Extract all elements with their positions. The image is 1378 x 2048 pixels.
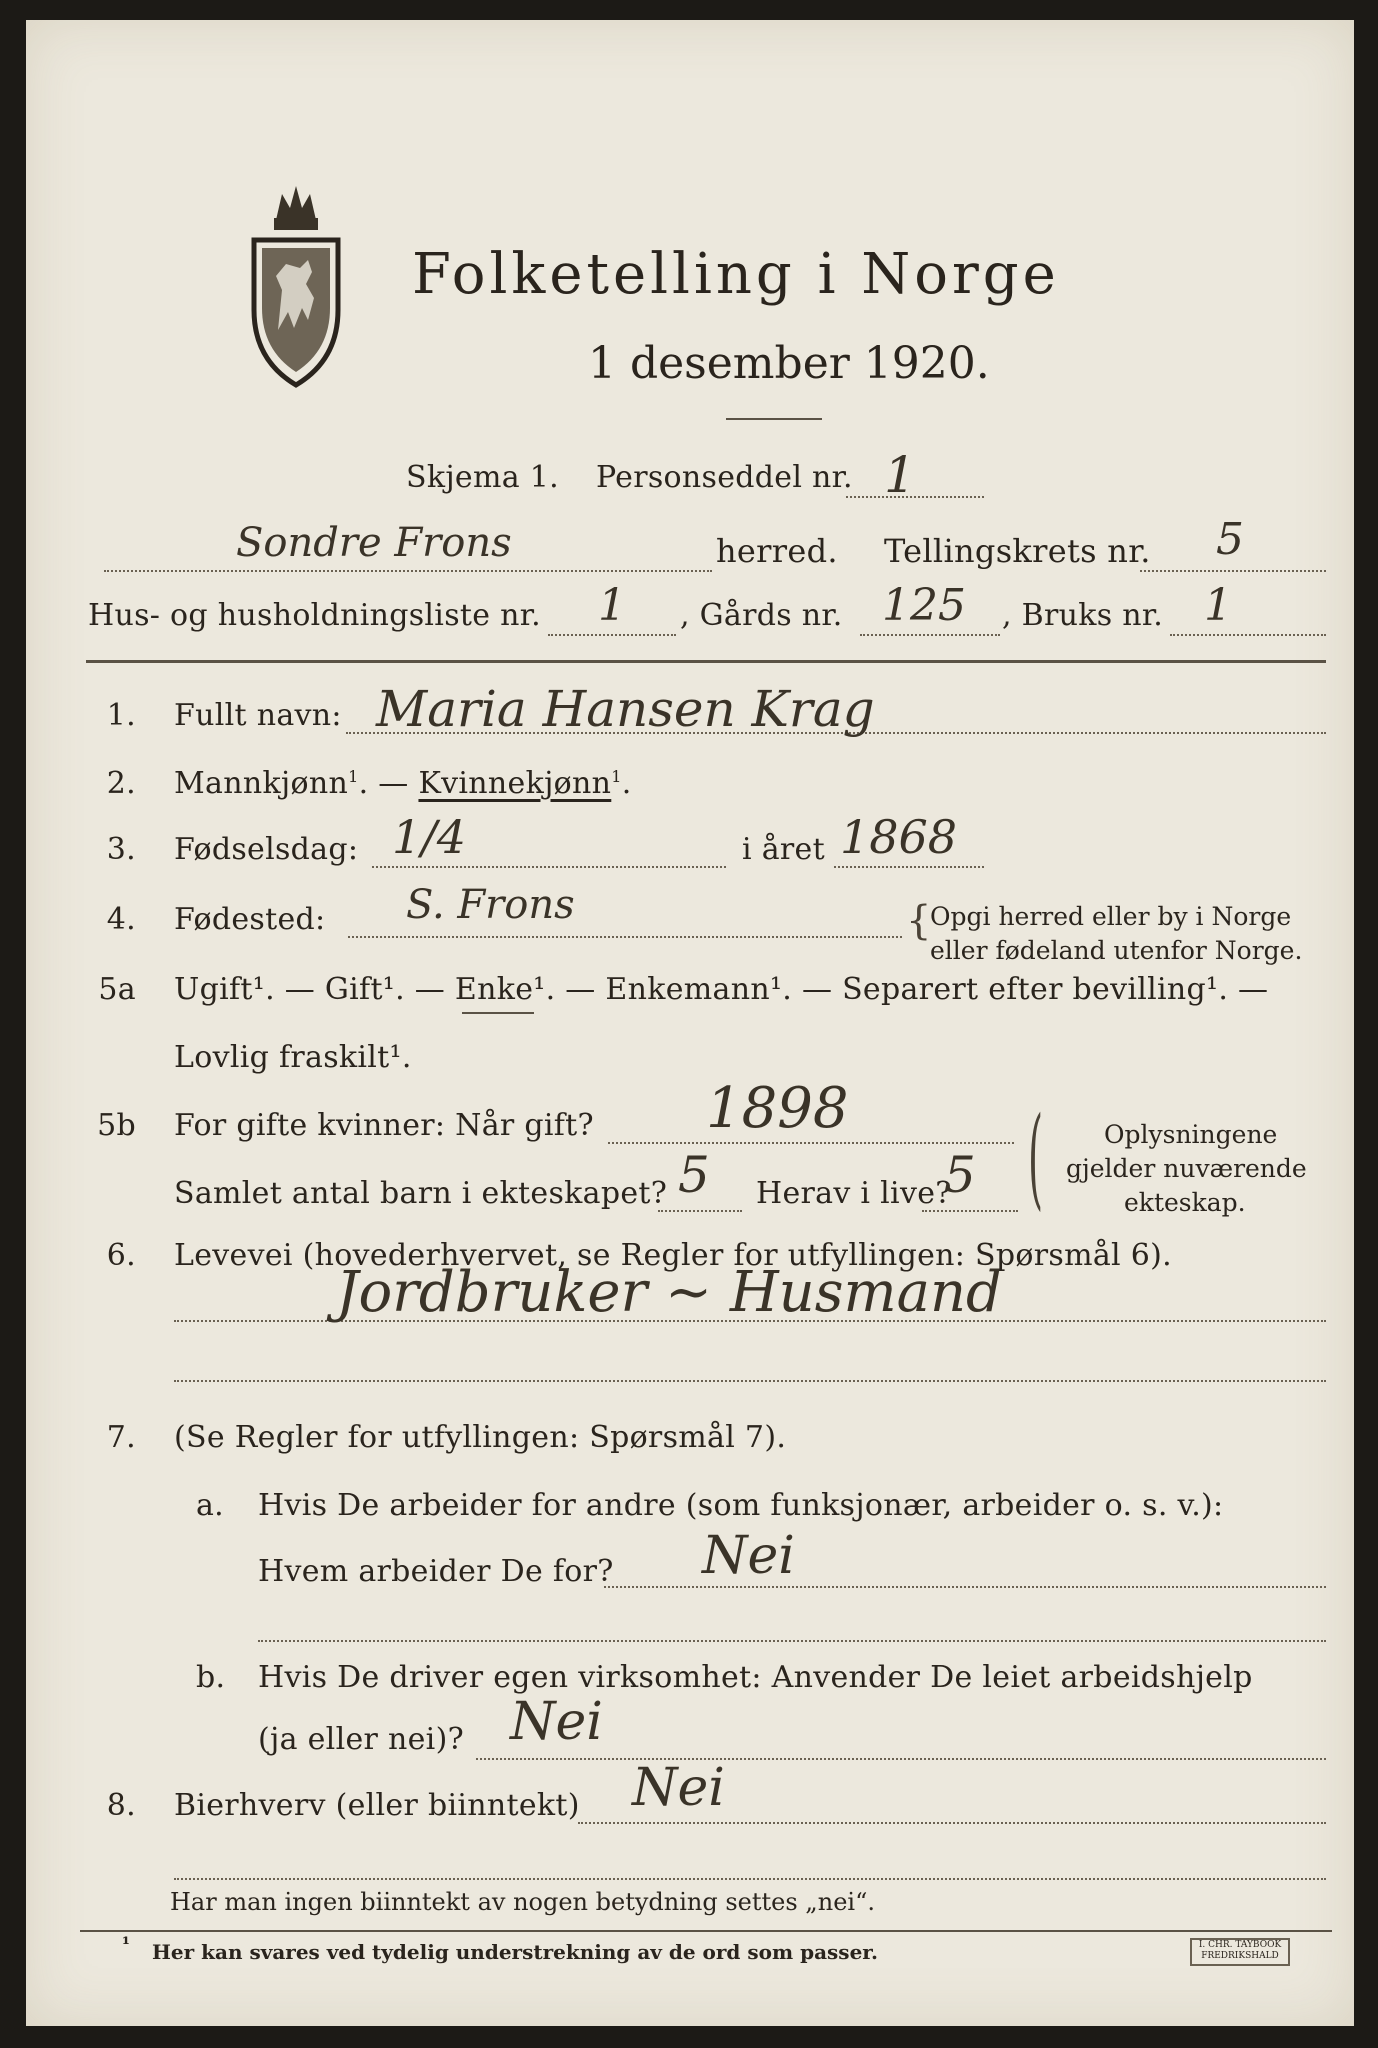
q5b-label2: Samlet antal barn i ekteskapet? <box>174 1176 668 1211</box>
gards-line <box>860 634 1000 636</box>
gards-label: , Gårds nr. <box>680 598 843 633</box>
q3-year-line <box>834 866 984 868</box>
q3-year-label: i året <box>742 832 825 867</box>
q1-label: Fullt navn: <box>174 698 342 733</box>
hus-label: Hus- og husholdningsliste nr. <box>88 598 541 633</box>
tellingskrets-line <box>1140 570 1326 572</box>
personseddel-value[interactable]: 1 <box>884 446 916 504</box>
q5b-note3: ekteskap. <box>1124 1188 1246 1217</box>
q5b-line3 <box>922 1210 1018 1212</box>
q7a-employer-value[interactable]: Nei <box>702 1526 795 1586</box>
q4-note-line1: Opgi herred eller by i Norge <box>930 902 1292 931</box>
footer-note: Har man ingen biinntekt av nogen betydning settes „nei“. <box>170 1888 875 1916</box>
q5b-line2 <box>658 1210 742 1212</box>
q4-line <box>348 936 902 938</box>
personseddel-label: Personseddel nr. <box>596 460 853 495</box>
q7b-line2: (ja eller nei)? <box>258 1722 464 1757</box>
herred-label: herred. <box>716 532 838 570</box>
q7a-line2: Hvem arbeider De for? <box>258 1554 614 1589</box>
form-title: Folketelling i Norge <box>412 242 1060 307</box>
q6-occupation-value[interactable]: Jordbruker ~ Husmand <box>336 1260 1002 1325</box>
gards-value[interactable]: 125 <box>882 580 966 631</box>
q6-number: 6. <box>106 1238 136 1273</box>
q4-brace: { <box>906 898 932 944</box>
q1-number: 1. <box>106 698 136 733</box>
q3-year-value[interactable]: 1868 <box>840 810 958 864</box>
q5a-number: 5a <box>98 972 136 1007</box>
census-form-paper <box>26 20 1354 2026</box>
hus-value[interactable]: 1 <box>598 580 626 631</box>
q7b-help-value[interactable]: Nei <box>510 1692 603 1752</box>
q6-line2 <box>174 1380 1326 1382</box>
tellingskrets-label: Tellingskrets nr. <box>884 532 1151 570</box>
q7-label: (Se Regler for utfyllingen: Spørsmål 7). <box>174 1420 787 1455</box>
bruks-value[interactable]: 1 <box>1204 580 1232 631</box>
q7a-line <box>604 1586 1326 1588</box>
q2-gender-options: Mannkjønn$^1$. — Kvinnekjønn$^1$. <box>174 766 632 801</box>
footnote-marker: ¹ <box>122 1934 130 1955</box>
q5b-label3: Herav i live? <box>756 1176 952 1211</box>
footer-divider <box>80 1930 1332 1932</box>
q7b-letter: b. <box>196 1660 226 1695</box>
q5b-line1 <box>608 1142 1014 1144</box>
q3-birthday-value[interactable]: 1/4 <box>392 810 467 864</box>
q5b-children-value[interactable]: 5 <box>678 1146 710 1204</box>
q7b-line <box>476 1758 1326 1760</box>
q5b-label1: For gifte kvinner: Når gift? <box>174 1108 594 1143</box>
q3-line <box>372 866 726 868</box>
q5a-options-line2[interactable]: Lovlig fraskilt¹. <box>174 1040 412 1075</box>
q8-label: Bierhverv (eller biinntekt) <box>174 1788 580 1823</box>
hus-line <box>548 634 676 636</box>
q2-male[interactable]: Mannkjønn <box>174 766 349 801</box>
q7a-letter: a. <box>196 1488 225 1523</box>
q7a-line-extra <box>258 1640 1326 1642</box>
q6-label: Levevei (hovederhvervet, se Regler for utfyllingen: Spørsmål 6). <box>174 1238 1172 1273</box>
q4-number: 4. <box>106 902 136 937</box>
q5b-note2: gjelder nuværende <box>1066 1154 1307 1183</box>
herred-line <box>104 570 712 572</box>
q7b-line1: Hvis De driver egen virksomhet: Anvender De leiet arbeidshjelp <box>258 1660 1253 1695</box>
q5a-enke-underline <box>462 1012 534 1014</box>
q8-side-income-value[interactable]: Nei <box>632 1758 725 1818</box>
tellingskrets-value[interactable]: 5 <box>1216 514 1244 565</box>
q5b-note1: Oplysningene <box>1104 1120 1278 1149</box>
q8-number: 8. <box>106 1788 136 1823</box>
q7-number: 7. <box>106 1420 136 1455</box>
title-divider <box>726 418 822 420</box>
coat-of-arms-icon <box>248 180 344 390</box>
q4-birthplace-value[interactable]: S. Frons <box>406 882 575 928</box>
q4-label: Fødested: <box>174 902 326 937</box>
q1-full-name-value[interactable]: Maria Hansen Krag <box>376 680 875 738</box>
q4-note-line2: eller fødeland utenfor Norge. <box>930 936 1303 965</box>
q2-female[interactable]: Kvinnekjønn <box>418 766 612 801</box>
q5a-options[interactable]: Ugift¹. — Gift¹. — Enke¹. — Enkemann¹. — Separert efter bevilling¹. — <box>174 972 1269 1007</box>
bruks-line <box>1170 634 1326 636</box>
q8-line <box>578 1822 1326 1824</box>
q3-number: 3. <box>106 832 136 867</box>
herred-value[interactable]: Sondre Frons <box>236 520 512 566</box>
q5b-brace: ( <box>1028 1093 1044 1221</box>
q8-line2 <box>174 1878 1326 1880</box>
q3-label: Fødselsdag: <box>174 832 359 867</box>
q5b-alive-value[interactable]: 5 <box>944 1146 976 1204</box>
bruks-label: , Bruks nr. <box>1002 598 1164 633</box>
q2-number: 2. <box>106 766 136 801</box>
footnote: Her kan svares ved tydelig understrekning av de ord som passer. <box>152 1940 878 1964</box>
q5b-married-year-value[interactable]: 1898 <box>706 1076 849 1141</box>
schema-label: Skjema 1. <box>406 460 559 495</box>
q5b-number: 5b <box>97 1108 136 1143</box>
q7a-line1: Hvis De arbeider for andre (som funksjonær, arbeider o. s. v.): <box>258 1488 1224 1523</box>
printer-stamp: I. CHR. TAYBOOK FREDRIKSHALD <box>1190 1938 1290 1966</box>
census-date: 1 desember 1920. <box>588 338 990 389</box>
header-divider <box>86 660 1326 663</box>
